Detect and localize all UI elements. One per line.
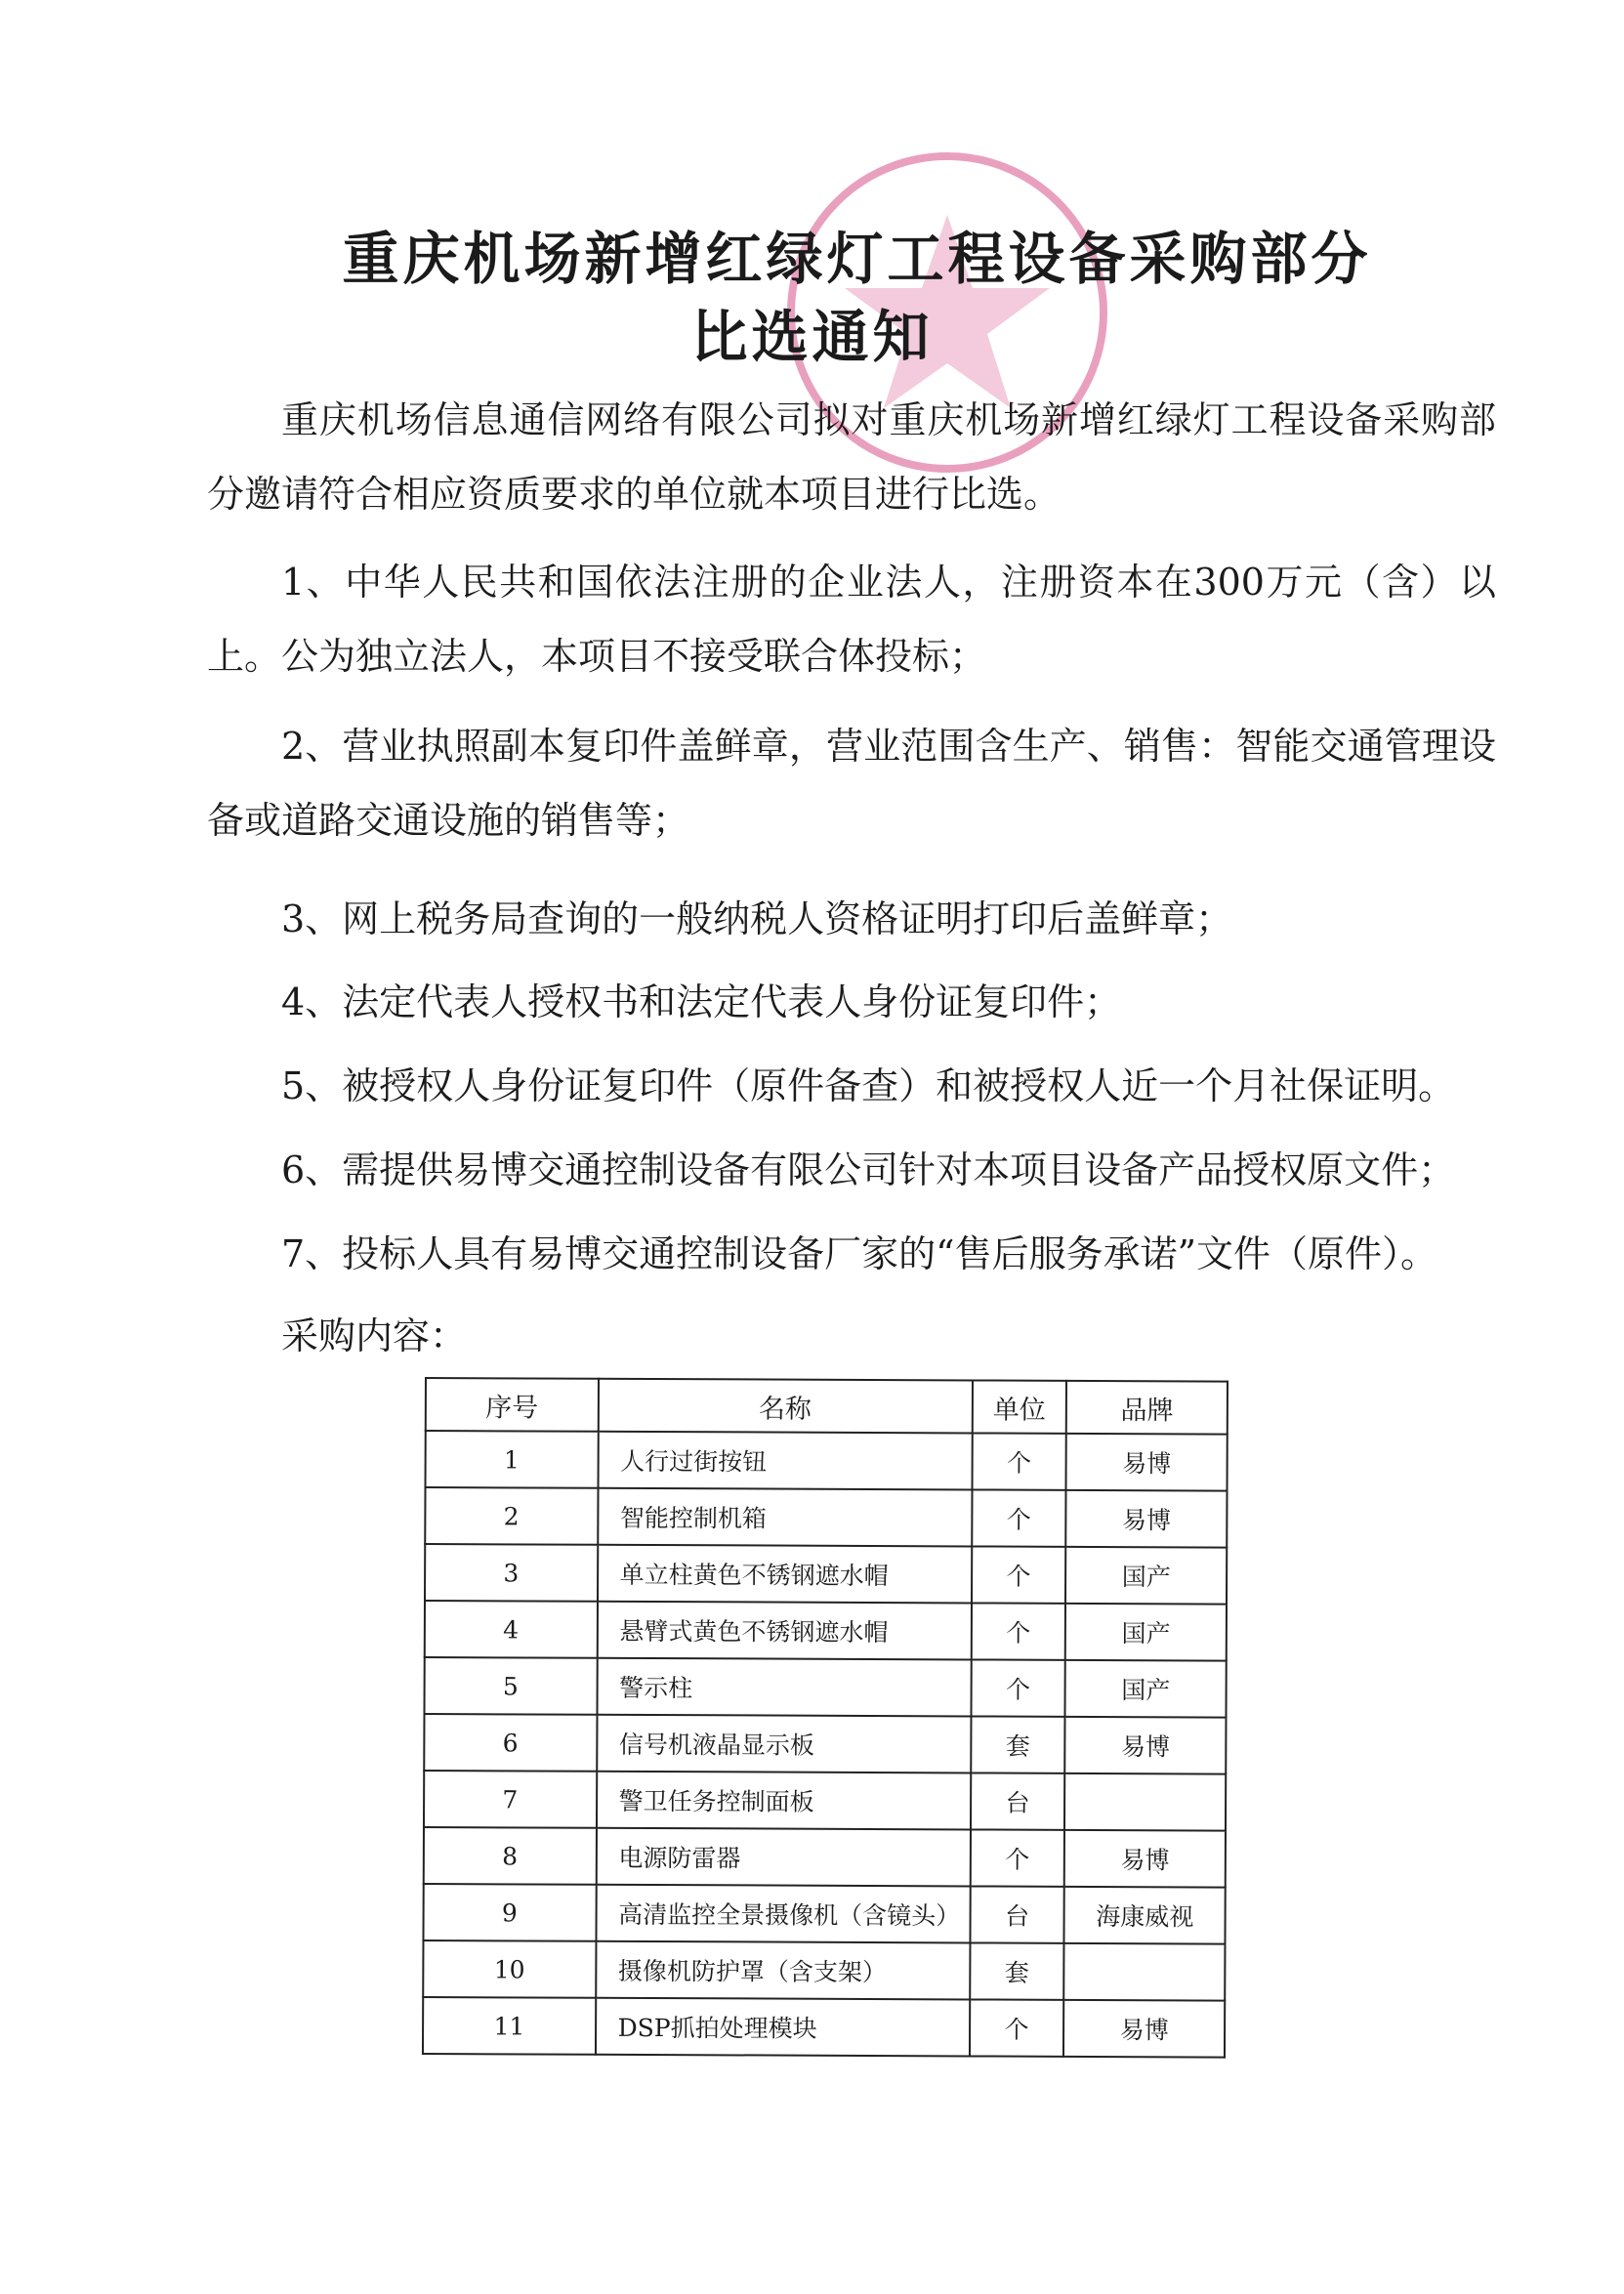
- requirement-6: 6、需提供易博交通控制设备有限公司针对本项目设备产品授权原文件；: [281, 1148, 1456, 1191]
- cell-name: DSP抓拍处理模块: [596, 1998, 970, 2057]
- cell-no: 9: [423, 1884, 596, 1941]
- cell-unit: 套: [971, 1716, 1065, 1773]
- table-row: [426, 1431, 1228, 1491]
- cell-unit: 个: [972, 1546, 1066, 1603]
- table-row: [425, 1601, 1227, 1661]
- cell-brand: [1064, 1773, 1226, 1831]
- purchase-label: 采购内容：: [281, 1314, 468, 1357]
- table-row: [425, 1544, 1227, 1605]
- cell-unit: 个: [970, 1999, 1064, 2056]
- cell-brand: [1064, 1943, 1226, 2001]
- table-header-row: [426, 1378, 1228, 1435]
- cell-brand: 易博: [1063, 2000, 1225, 2058]
- table-row: [424, 1771, 1226, 1831]
- cell-brand: 易博: [1065, 1717, 1227, 1774]
- cell-brand: 国产: [1065, 1660, 1227, 1718]
- cell-no: 11: [423, 1997, 596, 2055]
- header-brand: 品牌: [1066, 1381, 1228, 1435]
- table-row: [424, 1827, 1226, 1888]
- cell-name: 电源防雷器: [596, 1828, 970, 1887]
- cell-name: 悬臂式黄色不锈钢遮水帽: [597, 1602, 971, 1660]
- cell-no: 5: [424, 1657, 597, 1715]
- cell-unit: 个: [971, 1603, 1065, 1659]
- requirement-3: 3、网上税务局查询的一般纳税人资格证明打印后盖鲜章；: [281, 897, 1233, 940]
- title-line-1: 重庆机场新增红绿灯工程设备采购部分: [342, 226, 1372, 292]
- cell-unit: 套: [970, 1942, 1064, 1999]
- cell-brand: 易博: [1064, 1830, 1226, 1888]
- requirement-1: 1、中华人民共和国依法注册的企业法人，注册资本在300万元（含）以上。公为独立法人，本项目不接受联合体投标；: [207, 561, 1496, 678]
- table-row: [423, 1997, 1225, 2058]
- cell-no: 6: [424, 1714, 597, 1772]
- purchase-table: [422, 1377, 1228, 2059]
- cell-name: 信号机液晶显示板: [597, 1715, 971, 1773]
- table-row: [423, 1884, 1225, 1944]
- header-no: 序号: [426, 1378, 599, 1432]
- cell-no: 2: [425, 1487, 598, 1545]
- cell-no: 4: [425, 1601, 598, 1658]
- requirement-5: 5、被授权人身份证复印件（原件备查）和被授权人近一个月社保证明。: [281, 1064, 1456, 1107]
- cell-no: 10: [423, 1940, 596, 1998]
- header-name: 名称: [598, 1379, 972, 1434]
- cell-no: 1: [426, 1431, 599, 1488]
- table-row: [424, 1657, 1226, 1718]
- cell-name: 高清监控全景摄像机（含镜头）: [596, 1885, 970, 1943]
- header-unit: 单位: [972, 1380, 1066, 1433]
- cell-unit: 个: [972, 1433, 1066, 1489]
- table-row: [424, 1714, 1226, 1774]
- cell-brand: 国产: [1065, 1604, 1227, 1661]
- cell-name: 警卫任务控制面板: [597, 1772, 971, 1830]
- cell-name: 人行过街按钮: [598, 1432, 972, 1490]
- cell-unit: 个: [971, 1659, 1065, 1716]
- cell-brand: 海康威视: [1064, 1887, 1226, 1944]
- cell-brand: 国产: [1065, 1547, 1227, 1605]
- cell-no: 7: [424, 1771, 597, 1828]
- cell-unit: 台: [971, 1773, 1065, 1829]
- cell-unit: 台: [970, 1886, 1064, 1942]
- title-line-2: 比选通知: [690, 304, 934, 370]
- cell-name: 智能控制机箱: [598, 1488, 972, 1547]
- intro-paragraph: 重庆机场信息通信网络有限公司拟对重庆机场新增红绿灯工程设备采购部分邀请符合相应资质要求的单位就本项目进行比选。: [207, 398, 1496, 516]
- requirement-7: 7、投标人具有易博交通控制设备厂家的“售后服务承诺”文件（原件）。: [281, 1232, 1438, 1275]
- cell-name: 警示柱: [597, 1658, 971, 1717]
- cell-brand: 易博: [1066, 1490, 1228, 1548]
- cell-name: 单立柱黄色不锈钢遮水帽: [598, 1545, 972, 1604]
- cell-brand: 易博: [1066, 1434, 1228, 1491]
- cell-unit: 个: [972, 1489, 1066, 1546]
- requirement-4: 4、法定代表人授权书和法定代表人身份证复印件；: [281, 980, 1122, 1023]
- cell-name: 摄像机防护罩（含支架）: [596, 1941, 970, 2000]
- requirement-2: 2、营业执照副本复印件盖鲜章，营业范围含生产、销售：智能交通管理设备或道路交通设施的销售等；: [207, 725, 1496, 842]
- cell-unit: 个: [970, 1829, 1064, 1886]
- cell-no: 3: [425, 1544, 598, 1602]
- table-row: [425, 1487, 1227, 1548]
- table-row: [423, 1940, 1225, 2001]
- cell-no: 8: [424, 1827, 597, 1885]
